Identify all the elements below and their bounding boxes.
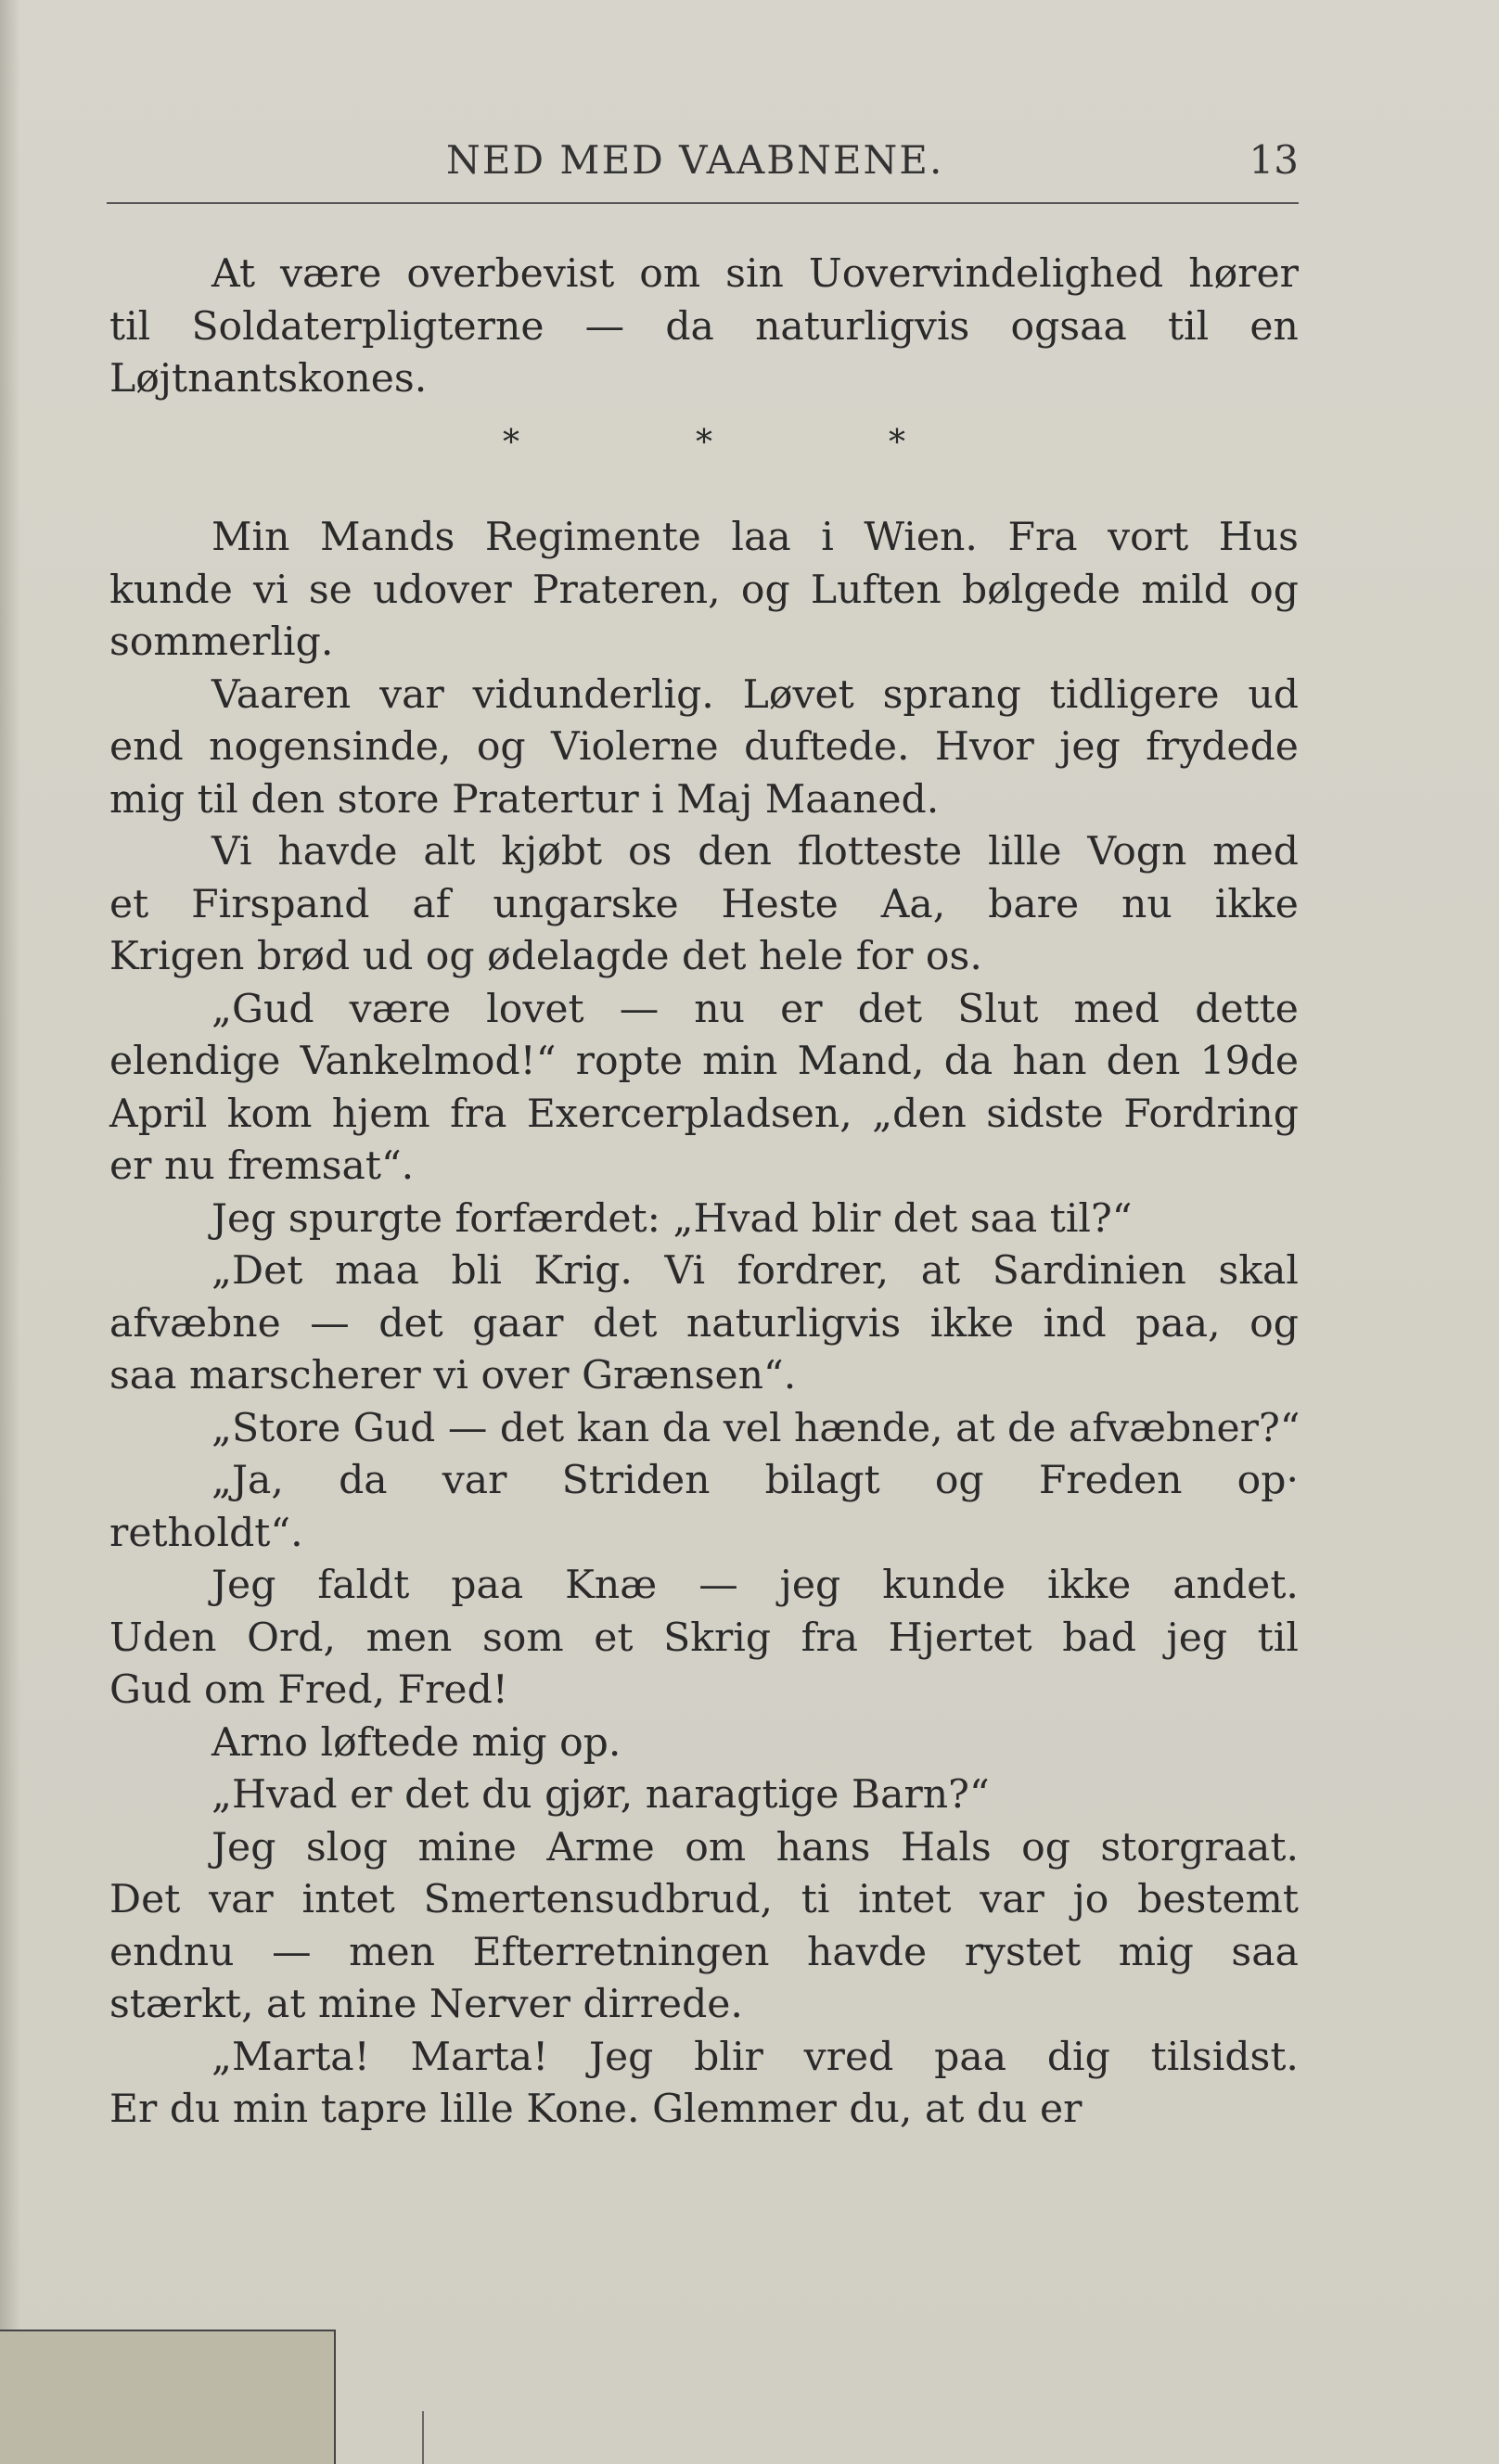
- paragraph: [109, 512, 1299, 670]
- text-line: elendige Vankelmod!“ ropte min Mand, da han den 19de: [109, 1039, 1299, 1084]
- text-line: „Marta! Marta! Jeg blir vred paa dig tilsidst.: [211, 2034, 1299, 2080]
- text-line: endnu — men Efterretningen havde rystet mig saa: [109, 1929, 1299, 1975]
- text-line: Uden Ord, men som et Skrig fra Hjertet bad jeg til: [109, 1615, 1299, 1661]
- text-line: retholdt“.: [109, 1510, 303, 1556]
- text-line: „Hvad er det du gjør, naragtige Barn?“: [211, 1772, 990, 1818]
- paragraph: [109, 1717, 1299, 1770]
- page-number: 13: [1249, 137, 1299, 183]
- paragraph: [109, 249, 1299, 406]
- text-line: et Firspand af ungarske Heste Aa, bare nu ikke: [109, 881, 1299, 927]
- text-line: Gud om Fred, Fred!: [109, 1667, 508, 1713]
- paragraph: [109, 670, 1299, 827]
- text-line: end nogensinde, og Violerne duftede. Hvor jeg frydede: [109, 724, 1299, 770]
- text-line: stærkt, at mine Nerver dirrede.: [109, 1982, 743, 2027]
- paragraph: [109, 1769, 1299, 1822]
- body-text: [109, 249, 1299, 2137]
- paragraph: [109, 1403, 1299, 1456]
- text-line: sommerlig.: [109, 619, 334, 665]
- paragraph: [109, 1455, 1299, 1560]
- text-line: „Gud være lovet — nu er det Slut med dette: [211, 986, 1299, 1032]
- text-line: kunde vi se udover Prateren, og Luften bølgede mild og: [109, 567, 1299, 613]
- page-edge-shadow: [0, 0, 20, 2464]
- page-header: [107, 137, 1299, 193]
- asterisk: *: [889, 423, 905, 462]
- text-line: mig til den store Pratertur i Maj Maaned.: [109, 776, 940, 823]
- text-line: Krigen brød ud og ødelagde det hele for os.: [109, 934, 982, 979]
- paragraph: [109, 1560, 1299, 1717]
- library-stamp-box: [0, 2330, 336, 2464]
- text-line: Vaaren var vidunderlig. Løvet sprang tidligere ud: [211, 671, 1299, 718]
- text-line: Jeg spurgte forfærdet: „Hvad blir det saa til?“: [211, 1195, 1133, 1242]
- text-line: saa marscherer vi over Grænsen“.: [109, 1353, 797, 1398]
- text-line: „Ja, da var Striden bilagt og Freden op·: [211, 1458, 1299, 1503]
- text-line: „Store Gud — det kan da vel hænde, at de afvæbner?“: [211, 1405, 1300, 1451]
- paragraph: [109, 1194, 1299, 1246]
- asterisk: *: [696, 423, 712, 462]
- binding-mark: [422, 2411, 424, 2464]
- text-line: er nu fremsat“.: [109, 1143, 415, 1189]
- text-line: afvæbne — det gaar det naturligvis ikke ind paa, og: [109, 1300, 1299, 1347]
- paragraph: [109, 826, 1299, 984]
- asterisk: *: [503, 423, 519, 462]
- text-line: At være overbevist om sin Uovervindelighed hører: [211, 251, 1299, 297]
- running-title: NED MED VAABNENE.: [446, 137, 944, 183]
- header-rule: [107, 202, 1299, 204]
- paragraph: [109, 1822, 1299, 2032]
- section-separator: [109, 417, 1299, 470]
- text-line: Arno løftede mig op.: [211, 1719, 621, 1766]
- text-line: „Det maa bli Krig. Vi fordrer, at Sardinien skal: [211, 1248, 1299, 1294]
- text-line: Vi havde alt kjøbt os den flotteste lille Vogn med: [211, 829, 1299, 875]
- text-line: Min Mands Regimente laa i Wien. Fra vort Hus: [211, 515, 1299, 560]
- paragraph: [109, 984, 1299, 1194]
- text-line: Det var intet Smertensudbrud, ti intet var jo bestemt: [109, 1877, 1299, 1922]
- paragraph: [109, 2032, 1299, 2137]
- text-line: Jeg slog mine Arme om hans Hals og storgraat.: [211, 1824, 1299, 1870]
- text-line: Jeg faldt paa Knæ — jeg kunde ikke andet.: [211, 1563, 1299, 1608]
- text-line: April kom hjem fra Exercerpladsen, „den sidste Fordring: [109, 1091, 1299, 1137]
- text-line: Er du min tapre lille Kone. Glemmer du, at du er: [109, 2087, 1083, 2132]
- text-line: Løjtnantskones.: [109, 356, 428, 402]
- paragraph: [109, 1245, 1299, 1403]
- text-line: til Soldaterpligterne — da naturligvis ogsaa til en: [109, 303, 1299, 350]
